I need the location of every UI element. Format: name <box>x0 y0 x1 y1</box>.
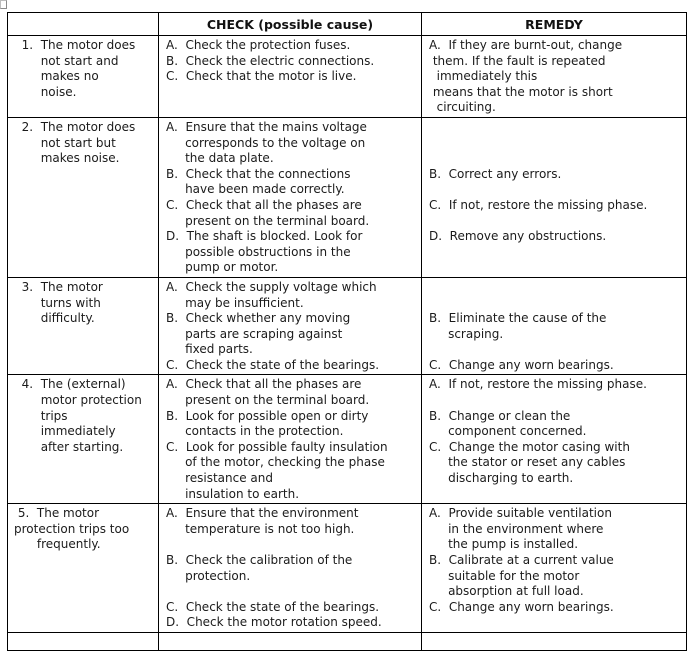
text-line <box>166 537 420 553</box>
problem-cell <box>8 375 159 504</box>
text-line <box>429 393 685 409</box>
text-line: 1. The motor does <box>14 38 136 52</box>
text-line: the data plate. <box>166 151 274 166</box>
text-line: C. Change the motor casing with <box>429 439 630 454</box>
text-line: A. If not, restore the missing phase. <box>429 377 647 392</box>
text-line: C. Check that the motor is live. <box>166 69 357 84</box>
text-line: circuiting. <box>429 100 496 115</box>
text-line: noise. <box>14 84 77 99</box>
text-line: B. Eliminate the cause of the <box>429 311 607 326</box>
text-line: A. Ensure that the mains voltage <box>166 119 367 134</box>
problem-cell <box>8 632 159 650</box>
remedy-cell <box>422 277 687 375</box>
text-line: parts are scraping against <box>166 326 343 341</box>
text-line: corresponds to the voltage on <box>166 135 366 150</box>
text-line <box>166 584 420 600</box>
text-line: immediately this <box>429 69 538 84</box>
text-line: frequently. <box>14 537 101 552</box>
text-line: B. Correct any errors. <box>429 166 562 181</box>
text-line: A. If they are burnt-out, change <box>429 38 623 52</box>
text-line: component concerned. <box>429 424 587 439</box>
text-line: B. Check that the connections <box>166 166 351 181</box>
text-line: B. Change or clean the <box>429 408 571 423</box>
text-line: protection trips too <box>14 521 130 536</box>
text-line: possible obstructions in the <box>166 244 351 259</box>
table-row <box>8 504 687 633</box>
text-line: them. If the fault is repeated <box>429 53 606 68</box>
text-line <box>429 280 685 296</box>
troubleshooting-table <box>7 12 687 651</box>
check-cell <box>159 117 422 277</box>
text-line: present on the terminal board. <box>166 213 370 228</box>
column-header-problem <box>8 13 159 36</box>
text-line: A. Check the supply voltage which <box>166 279 377 294</box>
remedy-cell <box>422 375 687 504</box>
table-row <box>8 375 687 504</box>
text-line: B. Calibrate at a current value <box>429 553 614 567</box>
table-row <box>8 117 687 277</box>
column-header-remedy: REMEDY <box>422 13 687 36</box>
broken-image-icon <box>0 0 7 9</box>
text-line: C. Check the state of the bearings. <box>166 357 380 372</box>
text-line: resistance and <box>166 471 273 486</box>
text-line: 4. The (external) <box>14 377 126 392</box>
text-line: not start and <box>14 53 119 68</box>
text-line: discharging to earth. <box>429 471 574 486</box>
check-cell <box>159 375 422 504</box>
check-cell <box>159 504 422 633</box>
text-line <box>429 214 685 230</box>
column-header-check: CHECK (possible cause) <box>159 13 422 36</box>
problem-cell <box>8 277 159 375</box>
text-line: difficulty. <box>14 311 95 326</box>
check-cell <box>159 277 422 375</box>
text-line: present on the terminal board. <box>166 393 370 408</box>
text-line: B. Look for possible open or dirty <box>166 408 369 423</box>
problem-cell <box>8 504 159 633</box>
text-line: A. Provide suitable ventilation <box>429 506 612 521</box>
check-cell <box>159 36 422 118</box>
remedy-cell <box>422 632 687 650</box>
text-line: contacts in the protection. <box>166 424 344 439</box>
text-line: means that the motor is short <box>429 84 613 99</box>
text-line: fixed parts. <box>166 342 253 357</box>
text-line: A. Check that all the phases are <box>166 377 362 392</box>
text-line <box>429 296 685 312</box>
remedy-cell <box>422 117 687 277</box>
text-line: C. Change any worn bearings. <box>429 357 614 372</box>
table-row <box>8 36 687 118</box>
text-line: not start but <box>14 135 116 150</box>
text-line: the pump is installed. <box>429 537 579 552</box>
text-line: temperature is not too high. <box>166 521 355 536</box>
text-line <box>429 120 685 136</box>
text-line: protection. <box>166 568 251 583</box>
text-line: C. Look for possible faulty insulation <box>166 439 388 454</box>
text-line: pump or motor. <box>166 260 279 275</box>
problem-cell <box>8 117 159 277</box>
header-row <box>8 13 687 36</box>
check-cell <box>159 632 422 650</box>
text-line <box>429 342 685 358</box>
table-row <box>8 277 687 375</box>
text-line: 2. The motor does <box>14 119 136 134</box>
problem-cell <box>8 36 159 118</box>
next-row-cutoff <box>8 632 687 650</box>
text-line: have been made correctly. <box>166 182 345 197</box>
text-line: absorption at full load. <box>429 584 584 599</box>
text-line: scraping. <box>429 326 504 341</box>
text-line: turns with <box>14 295 101 310</box>
text-line: 3. The motor <box>14 279 103 294</box>
text-line <box>429 151 685 167</box>
text-line <box>429 136 685 152</box>
text-line: D. Check the motor rotation speed. <box>166 615 382 630</box>
text-line: C. Check that all the phases are <box>166 197 362 212</box>
partial-row <box>8 632 687 650</box>
text-line: B. Check the calibration of the <box>166 553 353 567</box>
text-line: 5. The motor <box>14 506 100 521</box>
text-line: may be insufficient. <box>166 295 304 310</box>
text-line: after starting. <box>14 439 124 454</box>
text-line: C. Check the state of the bearings. <box>166 599 380 614</box>
text-line: the stator or reset any cables <box>429 455 626 470</box>
text-line: C. If not, restore the missing phase. <box>429 197 648 212</box>
text-line: A. Check the protection fuses. <box>166 38 351 52</box>
text-line: B. Check whether any moving <box>166 311 351 326</box>
text-line: makes noise. <box>14 151 120 166</box>
text-line: A. Ensure that the environment <box>166 506 359 521</box>
text-line: C. Change any worn bearings. <box>429 599 614 614</box>
text-line: makes no <box>14 69 99 84</box>
remedy-cell <box>422 36 687 118</box>
table-body <box>8 36 687 633</box>
text-line <box>429 182 685 198</box>
text-line: suitable for the motor <box>429 568 580 583</box>
text-line: motor protection <box>14 393 142 408</box>
text-line: in the environment where <box>429 521 604 536</box>
text-line: B. Check the electric connections. <box>166 53 375 68</box>
text-line: D. The shaft is blocked. Look for <box>166 229 363 244</box>
text-line: immediately <box>14 424 116 439</box>
text-line: insulation to earth. <box>166 486 300 501</box>
text-line: D. Remove any obstructions. <box>429 229 607 244</box>
text-line: trips <box>14 408 68 423</box>
remedy-cell <box>422 504 687 633</box>
text-line: of the motor, checking the phase <box>166 455 385 470</box>
